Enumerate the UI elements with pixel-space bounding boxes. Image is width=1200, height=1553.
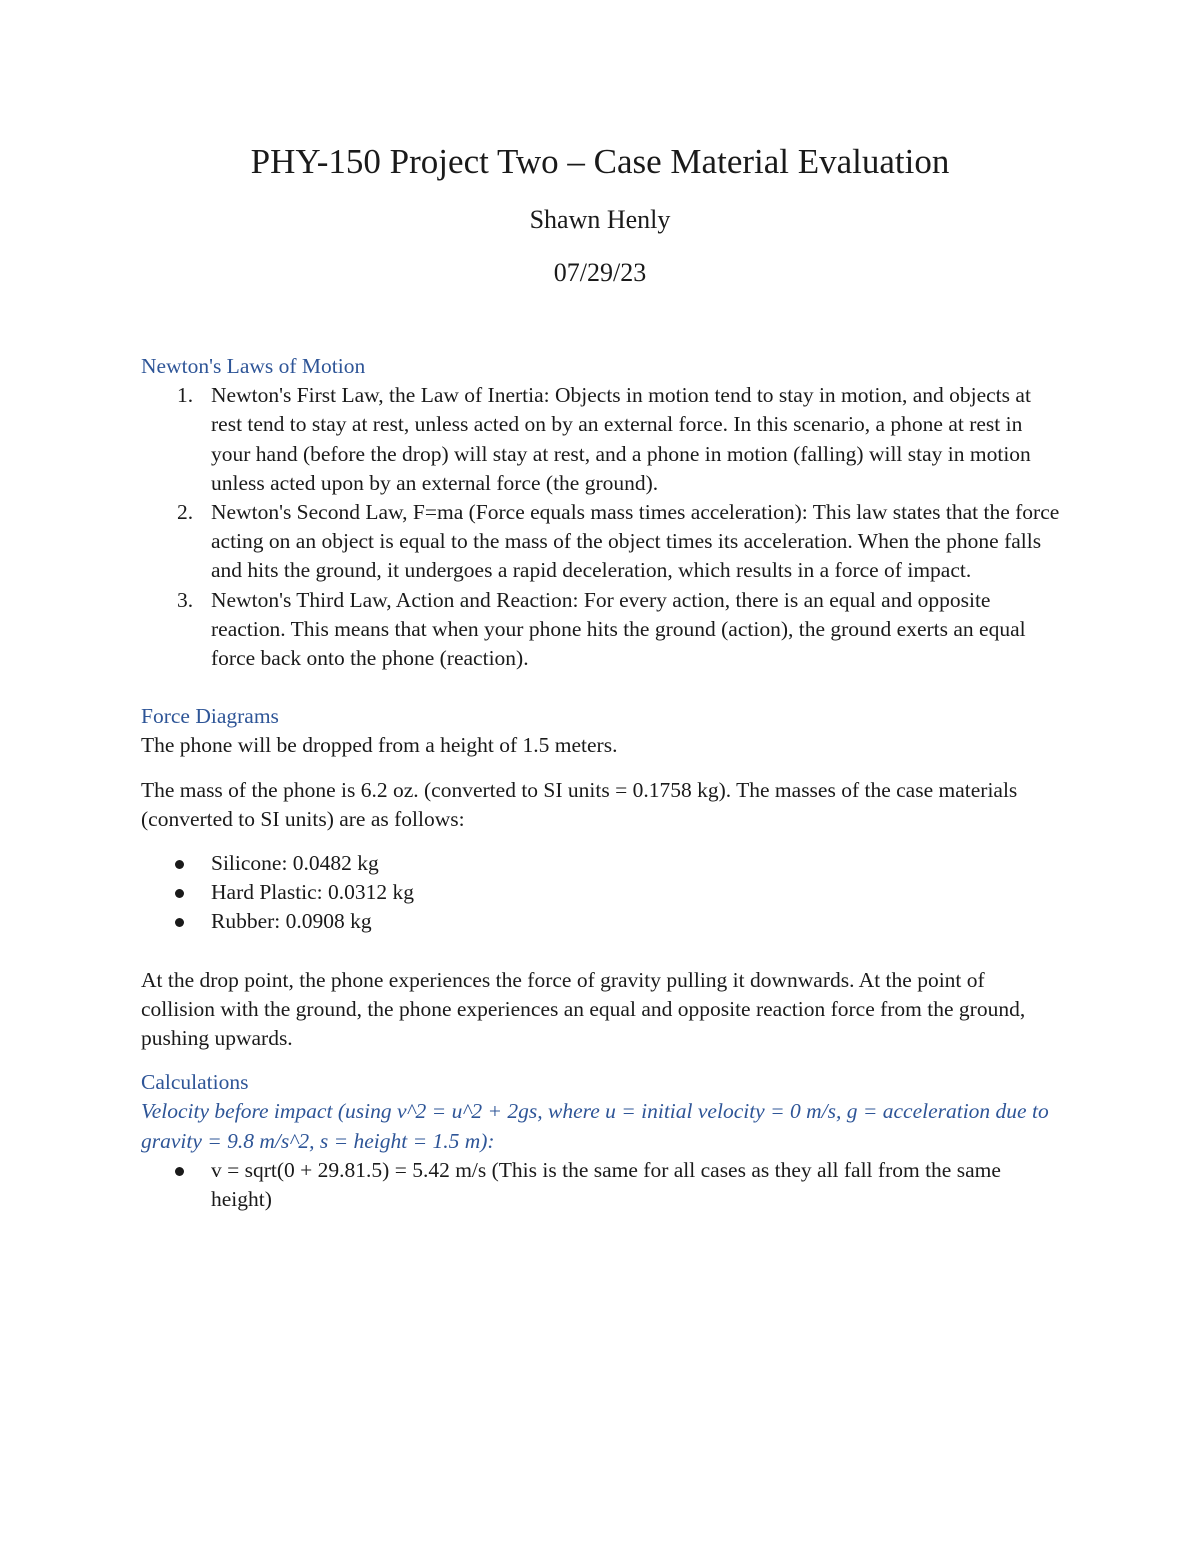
- calculation-list: [141, 1156, 1061, 1214]
- spacer: [141, 673, 1061, 702]
- spacer: [141, 834, 1061, 849]
- list-item-text: Newton's Second Law, F=ma (Force equals mass times acceleration): This law states that the force acting on an object is equal to the mass of the object times its acceleration. When the phone falls and hits the ground, it undergoes a rapid deceleration, which results in a force of impact.: [211, 500, 1060, 583]
- list-item-text: Rubber: 0.0908 kg: [211, 909, 372, 934]
- spacer: [141, 761, 1061, 776]
- calculation-subheading: Velocity before impact (using v^2 = u^2 + 2gs, where u = initial velocity = 0 m/s, g = acceleration due to gravity = 9.8 m/s^2, s = height = 1.5 m):: [141, 1099, 1049, 1153]
- list-item-text: Silicone: 0.0482 kg: [211, 851, 379, 876]
- list-item: [141, 907, 1061, 936]
- bullet-icon: [175, 1167, 184, 1176]
- list-item: [141, 878, 1061, 907]
- section-heading-laws: Newton's Laws of Motion: [141, 354, 366, 378]
- document-body: [141, 352, 1061, 1214]
- bullet-icon: [175, 889, 184, 898]
- paragraph-forces: At the drop point, the phone experiences the force of gravity pulling it downwards. At the point of collision with the ground, the phone experiences an equal and opposite reaction force from the ground, pushing upwards.: [141, 967, 1026, 1051]
- section-heading-force: Force Diagrams: [141, 704, 279, 729]
- list-item: [141, 381, 1061, 498]
- list-number: 1.: [177, 383, 194, 408]
- list-item-text: v = sqrt(0 + 29.81.5) = 5.42 m/s (This is the same for all cases as they all fall from the same height): [211, 1157, 1001, 1212]
- list-number: 3.: [177, 587, 194, 612]
- spacer: [141, 937, 1061, 966]
- list-item: [141, 849, 1061, 878]
- list-item-text: Hard Plastic: 0.0312 kg: [211, 880, 415, 905]
- materials-list: [141, 849, 1061, 937]
- list-item-text: Newton's First Law, the Law of Inertia: Objects in motion tend to stay in motion, and objects at rest tend to stay at rest, unless acted on by an external force. In this scenario, a phone at rest in your hand (before the drop) will stay at rest, and a phone in motion (falling) will stay in motion unless acted upon by an external force (the ground).: [211, 383, 1031, 495]
- document-date: 07/29/23: [553, 258, 647, 287]
- list-item: [141, 1156, 1061, 1214]
- paragraph-masses: The mass of the phone is 6.2 oz. (converted to SI units = 0.1758 kg). The masses of the case materials (converted to SI units) are as follows:: [141, 777, 1018, 831]
- bullet-icon: [175, 918, 184, 927]
- document-author: Shawn Henly: [529, 205, 671, 234]
- list-item: [141, 498, 1061, 586]
- list-number: 2.: [177, 500, 194, 525]
- document-title: PHY-150 Project Two – Case Material Evaluation: [250, 142, 950, 181]
- spacer: [141, 1053, 1061, 1068]
- bullet-icon: [175, 860, 184, 869]
- list-item: [141, 586, 1061, 674]
- list-item-text: Newton's Third Law, Action and Reaction: For every action, there is an equal and opposite reaction. This means that when your phone hits the ground (action), the ground exerts an equal force back onto the phone (reaction).: [211, 587, 1026, 671]
- laws-list: [141, 381, 1061, 673]
- title-block: [0, 138, 1200, 291]
- paragraph-drop-height: The phone will be dropped from a height of 1.5 meters.: [141, 733, 618, 758]
- section-heading-calculations: Calculations: [141, 1070, 249, 1095]
